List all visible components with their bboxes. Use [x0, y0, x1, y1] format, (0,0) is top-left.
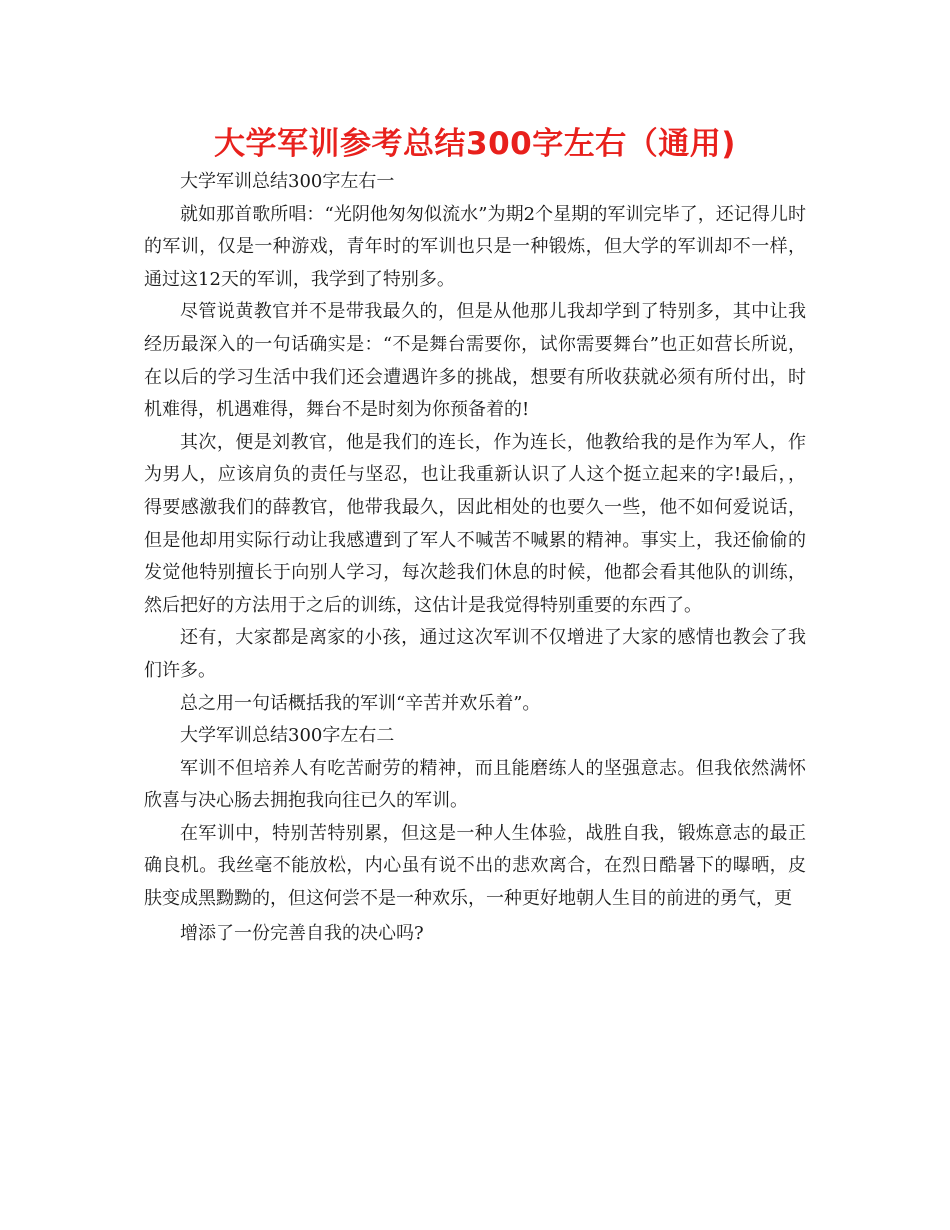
paragraph-3: 其次，便是刘教官，他是我们的连长，作为连长，他教给我的是作为军人，作为男人，应该肩负的责任与坚忍，也让我重新认识了人这个挺立起来的字!最后，，得要感激我们的薛教官，他带我最久，因此相处的也要久一些，他不如何爱说话，但是他却用实际行动让我感遭到了军人不喊苦不喊累的精神。事实上，我还偷偷的发觉他特别擅长于向别人学习，每次趁我们休息的时候，他都会看其他队的训练，然后把好的方法用于之后的训练，这估计是我觉得特别重要的东西了。 — [144, 431, 806, 616]
document-title: 大学军训参考总结300字左右（通用) — [214, 126, 736, 162]
paragraph-6: 军训不但培养人有吃苦耐劳的精神，而且能磨练人的坚强意志。但我依然满怀欣喜与决心肠去拥抱我向往已久的军训。 — [144, 757, 806, 812]
section-heading-2: 大学军训总结300字左右二 — [180, 725, 395, 747]
paragraph-7: 在军训中，特别苦特别累，但这是一种人生体验，战胜自我，锻炼意志的最正确良机。我丝毫不能放松，内心虽有说不出的悲欢离合，在烈日酷暑下的曝晒，皮肤变成黑黝黝的，但这何尝不是一种欢乐，一种更好地朝人生目的前进的勇气，更 — [144, 822, 806, 910]
paragraph-1: 就如那首歌所唱：“光阴他匆匆似流水”为期2个星期的军训完毕了，还记得儿时的军训，仅是一种游戏，青年时的军训也只是一种锻炼，但大学的军训却不一样，通过这12天的军训，我学到了特别多。 — [144, 203, 806, 290]
paragraph-2: 尽管说黄教官并不是带我最久的，但是从他那儿我却学到了特别多，其中让我经历最深入的一句话确实是：“不是舞台需要你，试你需要舞台”也正如营长所说，在以后的学习生活中我们还会遭遇许多的挑战，想要有所收获就必须有所付出，时机难得，机遇难得，舞台不是时刻为你预备着的! — [144, 301, 806, 421]
paragraph-4: 还有，大家都是离家的小孩，通过这次军训不仅增进了大家的感情也教会了我们许多。 — [144, 627, 806, 681]
paragraph-8: 增添了一份完善自我的决心吗? — [180, 922, 424, 944]
paragraph-5: 总之用一句话概括我的军训“辛苦并欢乐着”。 — [180, 692, 541, 714]
section-heading-1: 大学军训总结300字左右一 — [180, 171, 395, 192]
document-body — [144, 166, 806, 950]
